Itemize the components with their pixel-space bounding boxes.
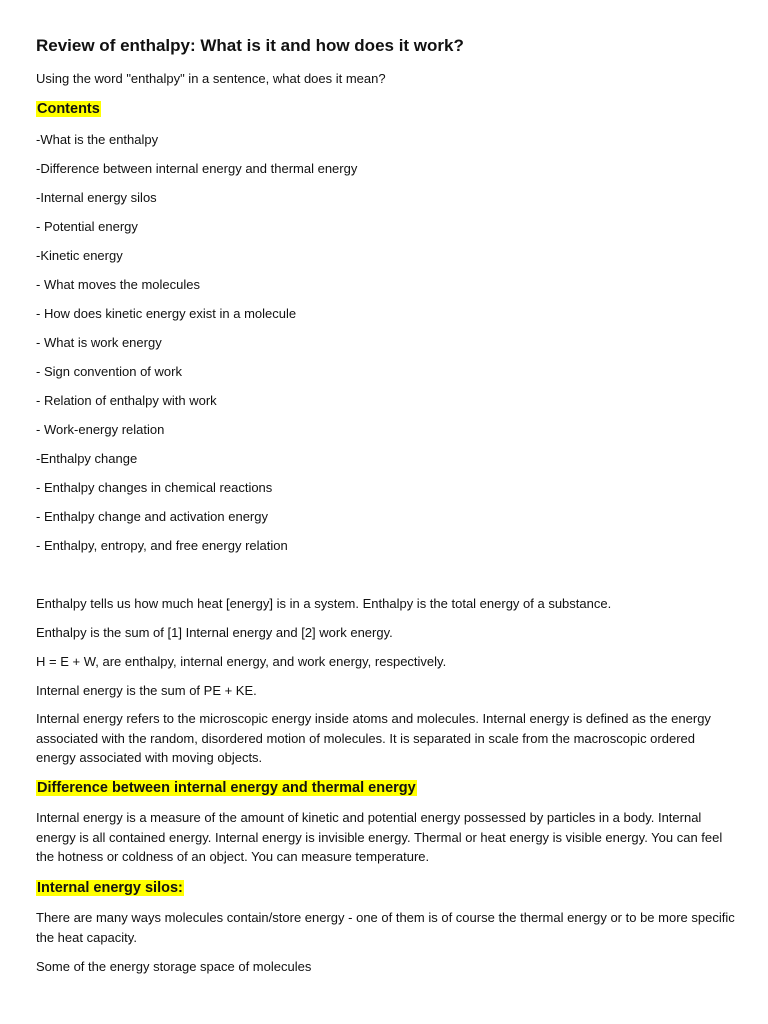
- contents-item: - Work-energy relation: [36, 422, 165, 437]
- contents-item: -Difference between internal energy and thermal energy: [36, 161, 358, 176]
- silos-paragraph: There are many ways molecules contain/store energy - one of them is of course the thermal energy or to be more specific the heat capacity.: [36, 910, 735, 945]
- internal-energy-paragraph: Internal energy refers to the microscopic energy inside atoms and molecules. Internal energy is defined as the energy associated with the random, disordered motion of molecules. It is separated in scale from the macroscopic ordered energy associated with moving objects.: [36, 711, 711, 765]
- contents-item: -Enthalpy change: [36, 451, 138, 466]
- silos-heading: [36, 878, 184, 898]
- intro-question: Using the word "enthalpy" in a sentence, what does it mean?: [36, 71, 386, 86]
- difference-heading-text: Difference between internal energy and thermal energy: [37, 780, 416, 796]
- contents-item: - Enthalpy changes in chemical reactions: [36, 480, 273, 495]
- contents-heading: [36, 99, 101, 119]
- contents-heading-text: Contents: [37, 101, 100, 117]
- silos-heading-text: Internal energy silos:: [37, 880, 183, 896]
- enthalpy-equation-paragraph: H = E + W, are enthalpy, internal energy, and work energy, respectively.: [36, 654, 447, 669]
- contents-item: - Relation of enthalpy with work: [36, 393, 217, 408]
- document-title: Review of enthalpy: What is it and how does it work?: [36, 36, 464, 55]
- difference-paragraph: Internal energy is a measure of the amount of kinetic and potential energy possessed by particles in a body. Internal energy is all contained energy. Internal energy is invisible energy. Thermal or heat energy is visible energy. You can feel the hotness or coldness of an object. You can measure temperature.: [36, 810, 723, 864]
- contents-item: - Sign convention of work: [36, 364, 182, 379]
- silos-storage-paragraph: Some of the energy storage space of molecules: [36, 959, 312, 974]
- enthalpy-definition-paragraph: Enthalpy tells us how much heat [energy] is in a system. Enthalpy is the total energy of a substance.: [36, 596, 612, 611]
- contents-item: -Internal energy silos: [36, 190, 157, 205]
- contents-item: - Potential energy: [36, 219, 138, 234]
- contents-item: - What moves the molecules: [36, 277, 201, 292]
- contents-item: - Enthalpy, entropy, and free energy relation: [36, 538, 288, 553]
- enthalpy-sum-paragraph: Enthalpy is the sum of [1] Internal energy and [2] work energy.: [36, 625, 393, 640]
- contents-item: -Kinetic energy: [36, 248, 123, 263]
- contents-item: - Enthalpy change and activation energy: [36, 509, 268, 524]
- contents-item: - What is work energy: [36, 335, 162, 350]
- difference-heading: [36, 778, 417, 798]
- contents-item: -What is the enthalpy: [36, 132, 159, 147]
- internal-energy-sum-paragraph: Internal energy is the sum of PE + KE.: [36, 683, 257, 698]
- contents-item: - How does kinetic energy exist in a molecule: [36, 306, 297, 321]
